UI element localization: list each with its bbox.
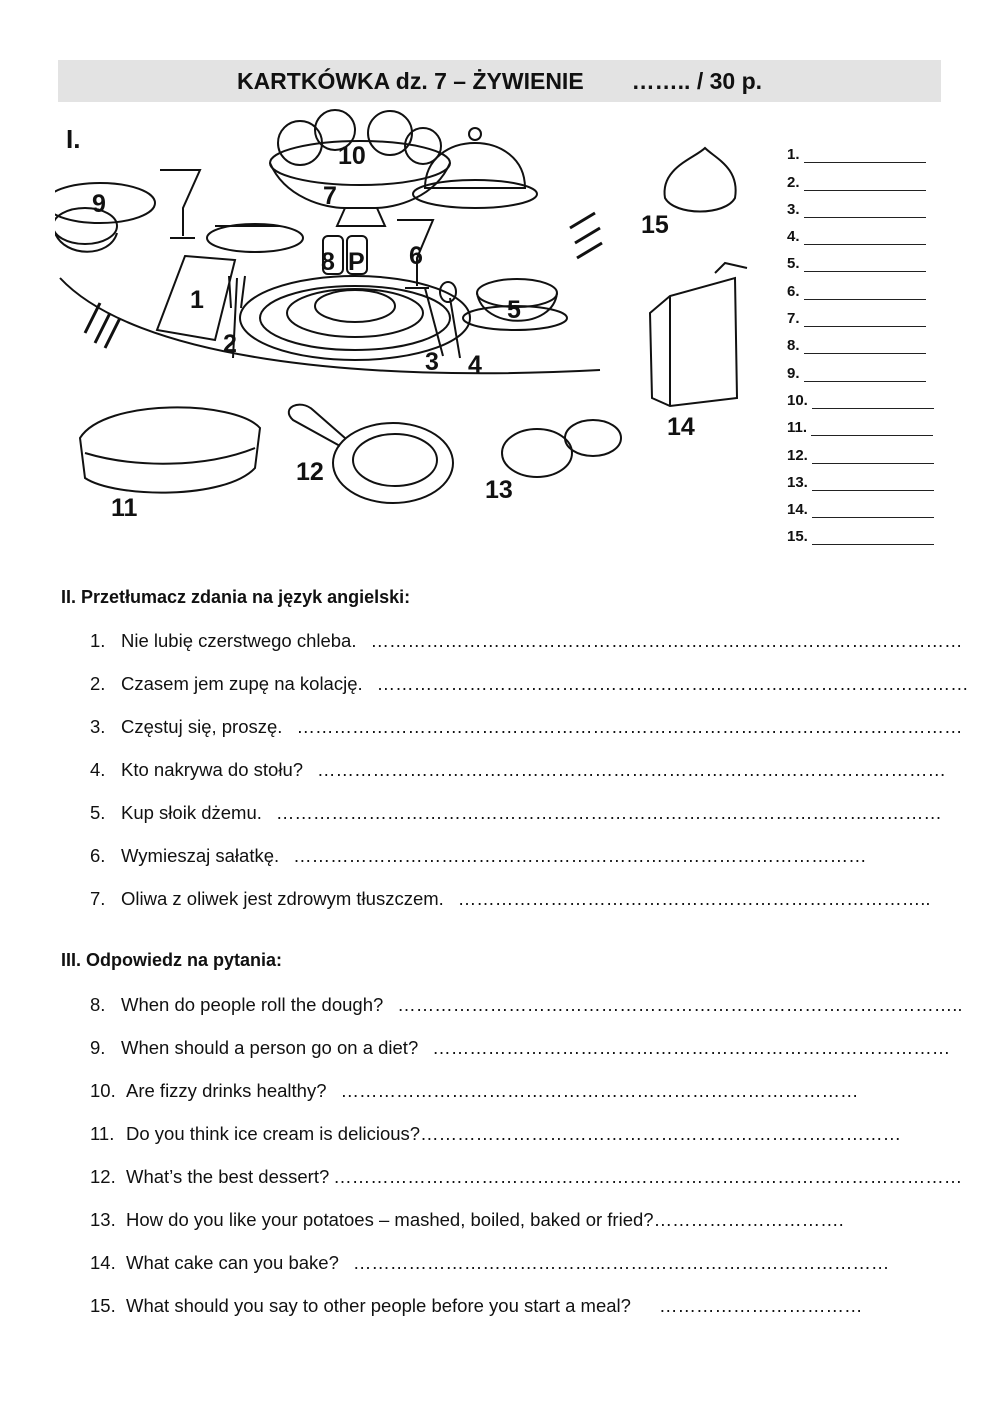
answer-line[interactable]: 9. xyxy=(787,354,937,381)
answer-line[interactable]: 14. xyxy=(787,491,937,518)
list-item: 15. What should you say to other people before you start a meal? …………………………… xyxy=(90,1294,863,1316)
answer-line[interactable]: 2. xyxy=(787,163,937,190)
garlic-icon xyxy=(665,148,736,212)
page-title: KARTKÓWKA dz. 7 – ŻYWIENIE xyxy=(236,67,584,94)
picture-label-p: P xyxy=(348,248,365,276)
list-item: 1. Nie lubię czerstwego chleba. …………………………………………………………………………………… xyxy=(90,629,963,651)
picture-label-8: 8 xyxy=(321,248,335,276)
list-item: 9. When should a person go on a diet? ………………………………………………………………………… xyxy=(90,1036,951,1058)
answer-line[interactable]: 6. xyxy=(787,272,937,299)
list-item: 12. What’s the best dessert? ………………………………………………………………………………………… xyxy=(90,1165,963,1187)
answer-lines-list xyxy=(787,136,937,545)
picture-label-9: 9 xyxy=(92,190,106,218)
picture-label-6: 6 xyxy=(409,242,423,270)
wine-glass-icon xyxy=(160,170,200,238)
list-item: 7. Oliwa z oliwek jest zdrowym tłuszczem. ………………………………………………………………….. xyxy=(90,887,931,909)
answer-blank[interactable]: …………………………………………………………………………… xyxy=(352,1251,890,1273)
answer-line[interactable]: 15. xyxy=(787,518,937,545)
answer-line[interactable]: 11. xyxy=(787,409,937,436)
list-item: 14. What cake can you bake? …………………………………………………………………………… xyxy=(90,1251,890,1273)
table-setting-illustration xyxy=(55,108,775,568)
picture-label-3: 3 xyxy=(425,348,439,376)
picture-label-7: 7 xyxy=(323,182,337,210)
list-item: 5. Kup słoik dżemu. ……………………………………………………………………………………………… xyxy=(90,801,942,823)
sandwich-icon xyxy=(80,407,260,492)
answer-line[interactable]: 8. xyxy=(787,327,937,354)
picture-label-14: 14 xyxy=(667,413,695,441)
list-item: 8. When do people roll the dough? ……………………………………………………………………………….. xyxy=(90,993,963,1015)
picture-label-2: 2 xyxy=(223,330,237,358)
answer-blank[interactable]: ………………………………………………………………………………… xyxy=(293,844,867,866)
score-field: …….. / 30 p. xyxy=(631,67,763,94)
picture-label-10: 10 xyxy=(338,142,366,170)
picture-label-1: 1 xyxy=(190,286,204,314)
answer-blank[interactable]: ………………………………………………………………………… xyxy=(340,1079,859,1101)
lemon-icon xyxy=(502,429,572,477)
section1-heading: I. xyxy=(66,124,81,154)
answer-blank[interactable]: ………………………………………………………………………… xyxy=(432,1036,951,1058)
answer-line[interactable]: 12. xyxy=(787,436,937,463)
side-plate-icon xyxy=(207,224,303,252)
picture-label-12: 12 xyxy=(296,458,324,486)
answer-blank[interactable]: ……………………………………………………………………………….. xyxy=(397,993,963,1015)
juice-box-icon xyxy=(650,278,737,406)
answer-blank[interactable]: …………………………. xyxy=(653,1208,844,1230)
section2-heading: II. Przetłumacz zdania na język angielski: xyxy=(61,587,411,607)
answer-line[interactable]: 13. xyxy=(787,464,937,491)
list-item: 11. Do you think ice cream is delicious? …………………………………………………………………… xyxy=(90,1122,902,1144)
spoon-icon xyxy=(450,298,460,358)
picture-label-5: 5 xyxy=(507,296,521,324)
picture-label-15: 15 xyxy=(641,211,669,239)
answer-blank[interactable]: ………………………………………………………………………………………… xyxy=(333,1165,963,1187)
list-item: 13. How do you like your potatoes – mashed, boiled, baked or fried? …………………………. xyxy=(90,1208,844,1230)
answer-blank[interactable]: …………………………………………………………………………………… xyxy=(376,672,969,694)
list-item: 10. Are fizzy drinks healthy? ………………………………………………………………………… xyxy=(90,1079,859,1101)
list-item: 4. Kto nakrywa do stołu? ………………………………………………………………………………………… xyxy=(90,758,947,780)
picture-label-13: 13 xyxy=(485,476,513,504)
title-bar xyxy=(58,60,941,102)
answer-blank[interactable]: …………………………………………………………………… xyxy=(420,1122,902,1144)
answer-blank[interactable]: ………………………………………………………………….. xyxy=(457,887,931,909)
picture-label-4: 4 xyxy=(468,351,482,379)
answer-blank[interactable]: ……………………………………………………………………………………………… xyxy=(275,801,942,823)
list-item: 2. Czasem jem zupę na kolację. …………………………………………………………………………………… xyxy=(90,672,969,694)
answer-line[interactable]: 1. xyxy=(787,136,937,163)
list-item: 3. Częstuj się, proszę. ……………………………………………………………………………………………… xyxy=(90,715,963,737)
section3-heading: III. Odpowiedz na pytania: xyxy=(61,950,283,970)
answer-line[interactable]: 7. xyxy=(787,300,937,327)
cup-icon xyxy=(55,208,117,244)
answer-blank[interactable]: …………………………………………………………………………………… xyxy=(370,629,963,651)
answer-line[interactable]: 4. xyxy=(787,218,937,245)
list-item: 6. Wymieszaj sałatkę. ………………………………………………………………………………… xyxy=(90,844,867,866)
section2-list xyxy=(90,619,969,920)
picture-label-11: 11 xyxy=(111,494,138,522)
answer-line[interactable]: 3. xyxy=(787,191,937,218)
knife-icon xyxy=(425,288,443,356)
answer-line[interactable]: 10. xyxy=(787,382,937,409)
answer-blank[interactable]: …………………………… xyxy=(658,1294,863,1316)
section3-list xyxy=(90,983,963,1327)
answer-line[interactable]: 5. xyxy=(787,245,937,272)
answer-blank[interactable]: ………………………………………………………………………………………… xyxy=(317,758,947,780)
table-hatch-right xyxy=(570,213,602,258)
answer-blank[interactable]: ……………………………………………………………………………………………… xyxy=(296,715,963,737)
